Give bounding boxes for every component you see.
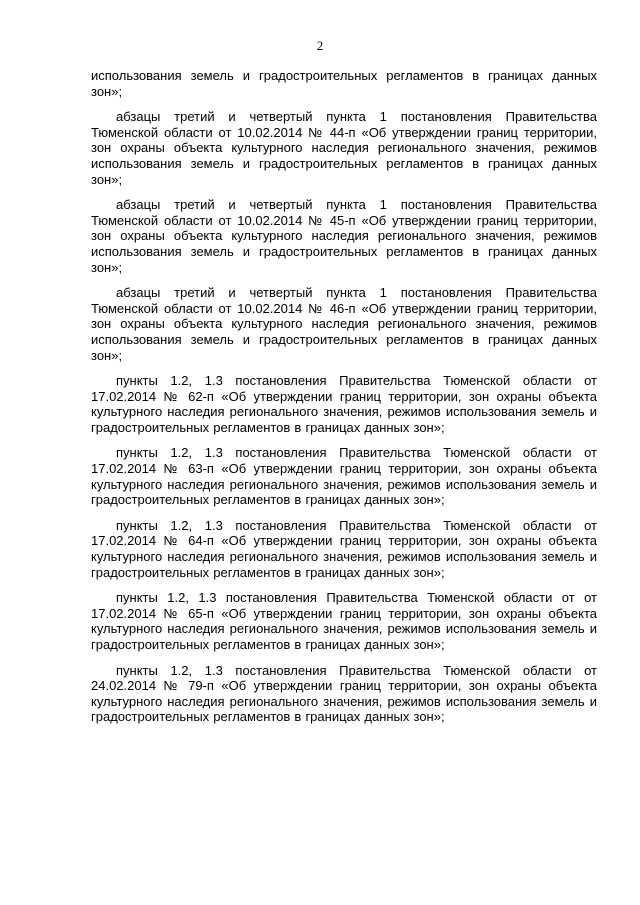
paragraph-3: абзацы третий и четвертый пункта 1 постановления Правительства Тюменской области от 10.02.2014 № 45-п «Об утверждении границ территории, зон охраны объекта культурного наследия регионального значения, режимов использования земель и градостроительных регламентов в границах данных зон»;	[91, 197, 597, 275]
paragraph-7: пункты 1.2, 1.3 постановления Правительства Тюменской области от 17.02.2014 № 64-п «Об утверждении границ территории, зон охраны объекта культурного наследия регионального значения, режимов использования земель и градостроительных регламентов в границах данных зон»;	[91, 517, 597, 580]
paragraph-5: пункты 1.2, 1.3 постановления Правительства Тюменской области от 17.02.2014 № 62-п «Об утверждении границ территории, зон охраны объекта культурного наследия регионального значения, режимов использования земель и градостроительных регламентов в границах данных зон»;	[91, 373, 597, 435]
document-body	[91, 68, 597, 735]
paragraph-2: абзацы третий и четвертый пункта 1 постановления Правительства Тюменской области от 10.02.2014 № 44-п «Об утверждении границ территории, зон охраны объекта культурного наследия регионального значения, режимов использования земель и градостроительных регламентов в границах данных зон»;	[91, 109, 597, 187]
paragraph-8: пункты 1.2, 1.3 постановления Правительства Тюменской области от от 17.02.2014 № 65-п «Об утверждении границ территории, зон охраны объекта культурного наследия регионального значения, режимов использования земель и градостроительных регламентов в границах данных зон»;	[91, 590, 597, 652]
paragraph-9: пункты 1.2, 1.3 постановления Правительства Тюменской области от 24.02.2014 № 79-п «Об утверждении границ территории, зон охраны объекта культурного наследия регионального значения, режимов использования земель и градостроительных регламентов в границах данных зон»;	[91, 662, 597, 725]
paragraph-1: использования земель и градостроительных регламентов в границах данных зон»;	[91, 68, 597, 99]
paragraph-6: пункты 1.2, 1.3 постановления Правительства Тюменской области от 17.02.2014 № 63-п «Об утверждении границ территории, зон охраны объекта культурного наследия регионального значения, режимов использования земель и градостроительных регламентов в границах данных зон»;	[91, 445, 597, 508]
paragraph-4: абзацы третий и четвертый пункта 1 постановления Правительства Тюменской области от 10.02.2014 № 46-п «Об утверждении границ территории, зон охраны объекта культурного наследия регионального значения, режимов использования земель и градостроительных регламентов в границах данных зон»;	[91, 285, 597, 363]
page-number: 2	[316, 38, 324, 53]
